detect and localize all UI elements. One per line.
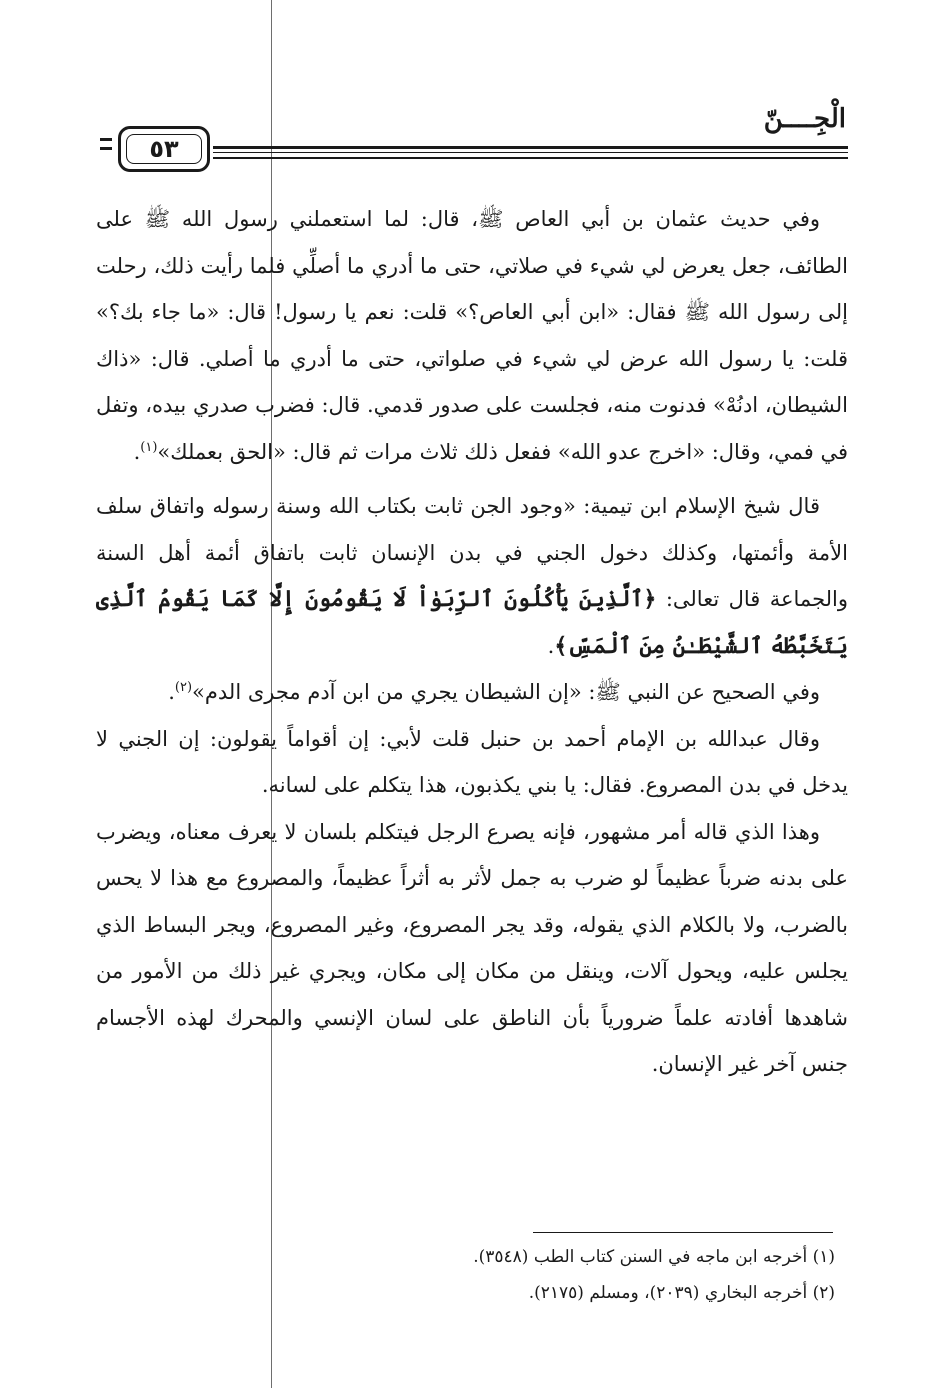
header-rule [213, 146, 848, 149]
paragraph-text: وهذا الذي قاله أمر مشهور، فإنه يصرع الرجل فيتكلم بلسان لا يعرف معناه، ويضرب على بدنه ضرباً عظيماً لو ضرب به جمل لأثر به أثراً عظيماً، والمصروع مع هذا لا يحس بالضرب، ولا بالكلام الذي يقوله، وقد يجر المصروع، وغير المصروع، ويجر البساط الذي يجلس عليه، ويحول آلات، وينقل من مكان إلى مكان، ويجري غير ذلك من الأمور من شاهدها أفادته علماً ضرورياً بأن الناطق على لسان الإنسي والمحرك لهذه الأجسام جنس آخر غير الإنسان. [96, 819, 848, 1076]
footnote-2: (٢) أخرجه البخاري (٢٠٣٩)، ومسلم (٢١٧٥). [528, 1283, 835, 1303]
paragraph-text: وقال عبدالله بن الإمام أحمد بن حنبل قلت لأبي: إن أقواماً يقولون: إن الجني لا يدخل في بدن المصروع. فقال: يا بني يكذبون، هذا يتكلم على لسانه. [96, 726, 848, 797]
paragraph-explanation [96, 809, 848, 1088]
page-number: ٥٣ [149, 135, 179, 163]
page-number-box [118, 126, 210, 172]
header-ornament [100, 138, 112, 150]
footnotes [420, 1239, 835, 1311]
header-rule [213, 152, 848, 153]
paragraph-abdullah [96, 716, 848, 809]
paragraph-sahih-hadith: وفي الصحيح عن النبي ﷺ: «إن الشيطان يجري من ابن آدم مجرى الدم»$^{(٢)}$. [168, 680, 820, 704]
quran-verse: ﴿ٱلَّذِينَ يَأْكُلُونَ ٱلرِّبَوٰاْ لَا يَقُومُونَ إِلَّا كَمَا يَقُومُ ٱلَّذِى يَتَخَبَّطُهُ ٱلشَّيْطَـٰنُ مِنَ ٱلْمَسِّ﴾ [96, 586, 848, 659]
paragraph-text: وفي حديث عثمان بن أبي العاص ﷺ، قال: لما استعملني رسول الله ﷺ على الطائف، جعل يعرض لي شيء في صلاتي، حتى ما أدري ما أصلِّي فلما رأيت ذلك، رحلت إلى رسول الله ﷺ فقال: «ابن أبي العاص؟» قلت: نعم يا رسول! قال: «ما جاء بك؟» قلت: يا رسول الله عرض لي شيء في صلواتي، حتى ما أدري ما أصلي. قال: «ذاك الشيطان، ادنُهْ» فدنوت منه، فجلست على صدور قدمي. قال: فضرب صدري بيده، وتفل في فمي، وقال: «اخرج عدو الله» ففعل ذلك ثلاث مرات ثم قال: «الحق بعملك» [96, 207, 848, 464]
page-body [96, 196, 848, 1088]
footnote-ref-2: (٢) [174, 680, 193, 695]
paragraph-uthman-hadith: وفي حديث عثمان بن أبي العاص ﷺ، قال: لما استعملني رسول الله ﷺ على الطائف، جعل يعرض لي شيء في صلاتي، حتى ما أدري ما أصلِّي فلما رأيت ذلك، رحلت إلى رسول الله ﷺ فقال: «ابن أبي العاص؟» قلت: نعم يا رسول! قال: «ما جاء بك؟» قلت: يا رسول الله عرض لي شيء في صلواتي، حتى ما أدري ما أصلي. قال: «ذاك الشيطان، ادنُهْ» فدنوت منه، فجلست على صدور قدمي. قال: فضرب صدري بيده، وتفل في فمي، وقال: «اخرج عدو الله» ففعل ذلك ثلاث مرات ثم قال: «الحق بعملك»$^{(١)}$. [96, 207, 848, 464]
footnote-1: (١) أخرجه ابن ماجه في السنن كتاب الطب (٣٥٤٨). [473, 1247, 835, 1267]
footnote-ref-1: (١) [140, 439, 158, 455]
paragraph-text: قال شيخ الإسلام ابن تيمية: «وجود الجن ثابت بكتاب الله وسنة رسوله واتفاق سلف الأمة وأئمتها، وكذلك دخول الجني في بدن الإنسان ثابت باتفاق أئمة أهل السنة والجماعة قال تعالى: [96, 494, 848, 611]
footnote-separator [533, 1232, 833, 1233]
paragraph-text: وفي الصحيح عن النبي ﷺ: «إن الشيطان يجري من ابن آدم مجرى الدم» [192, 680, 820, 704]
chapter-title: الْجِــــنّ [763, 104, 846, 134]
header-rule [213, 157, 848, 159]
paragraph-ibn-taymiyyah: قال شيخ الإسلام ابن تيمية: «وجود الجن ثابت بكتاب الله وسنة رسوله واتفاق سلف الأمة وأئمتها، وكذلك دخول الجني في بدن الإنسان ثابت باتفاق أئمة أهل السنة والجماعة قال تعالى: ﴿ٱلَّذِينَ يَأْكُلُونَ ٱلرِّبَوٰاْ لَا يَقُومُونَ إِلَّا كَمَا يَقُومُ ٱلَّذِى يَتَخَبَّطُهُ ٱلشَّيْطَـٰنُ مِنَ ٱلْمَسِّ﴾. [96, 494, 848, 659]
page-header [0, 0, 940, 180]
